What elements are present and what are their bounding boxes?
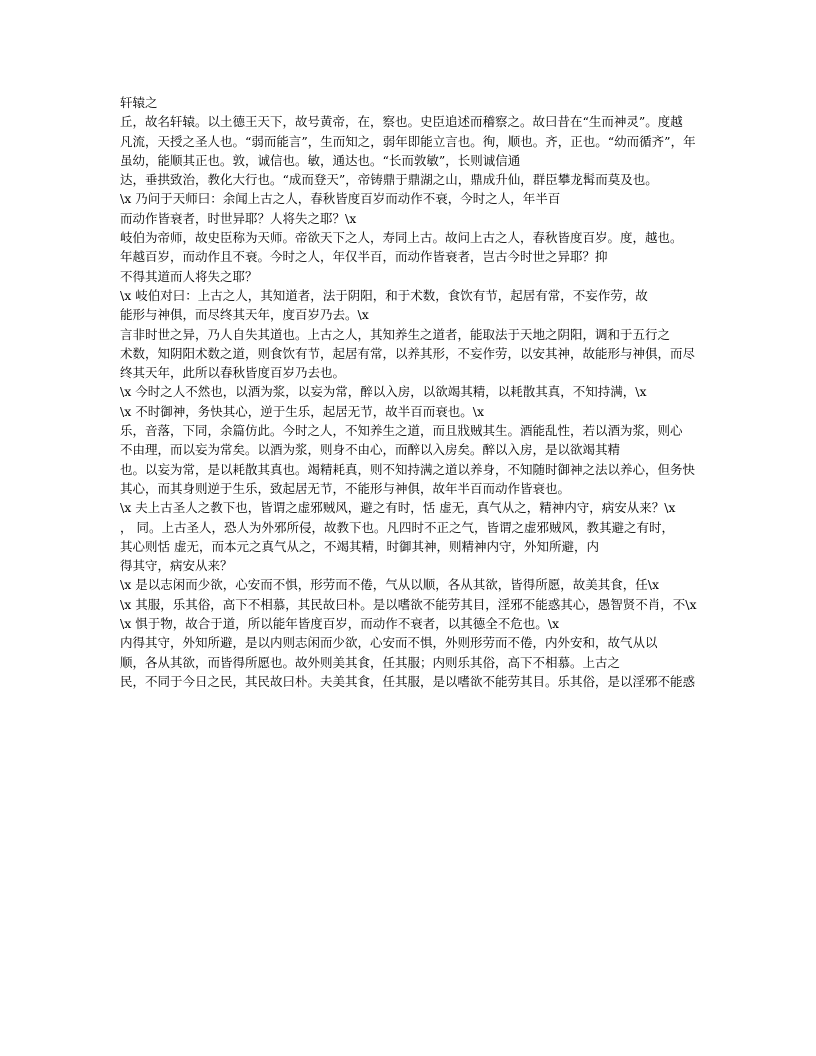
text-line: 其心，而其身则逆于生乐，致起居无节，不能形与神俱，故年半百而动作皆衰也。	[120, 480, 571, 496]
text-line: \x 是以志闲而少欲，心安而不惧，形劳而不倦，气从以顺，各从其欲，皆得所愿，故美其食，任\x	[120, 577, 659, 593]
text-line: \x 今时之人不然也，以酒为浆，以妄为常，醉以入房，以欲竭其精，以耗散其真，不知持满，\x	[120, 384, 647, 400]
text-line: 顺，各从其欲，而皆得所愿也。故外则美其食，任其服；内则乐其俗，高下不相慕。上古之	[120, 654, 621, 670]
text-line: 岐伯为帝师，故史臣称为天师。帝欲天下之人，寿同上古。故问上古之人，春秋皆度百岁。度，越也。	[120, 230, 683, 246]
text-line: \x 惧于物，故合于道，所以能年皆度百岁，而动作不衰者，以其德全不危也。\x	[120, 616, 559, 632]
text-line: 内得其守，外知所避，是以内则志闲而少欲，心安而不惧，外则形劳而不倦，内外安和，故气从以	[120, 635, 658, 651]
text-line: 而动作皆衰者，时世异耶？人将失之耶？\x	[120, 210, 357, 226]
text-line: \x 不时御神，务快其心，逆于生乐，起居无节，故半百而衰也。\x	[120, 403, 484, 419]
text-line: 轩辕之	[120, 95, 158, 110]
text-line: 凡流，天授之圣人也。“弱而能言”，生而知之，弱年即能立言也。徇，顺也。齐，正也。“幼而循齐”，年	[120, 133, 696, 149]
text-line: 不得其道而人将失之耶？	[120, 268, 258, 284]
text-line: 丘，故名轩辕。以土德王天下，故号黄帝，在，察也。史臣追述而稽察之。故曰昔在“生而神灵”。度越	[120, 114, 683, 130]
text-line: \x 夫上古圣人之教下也，皆谓之虚邪贼风，避之有时，恬 虚无，真气从之，精神内守，病安从来？\x	[120, 500, 676, 516]
text-line: 乐，音落，下同，余篇仿此。今时之人，不知养生之道，而且戕贼其生。酒能乱性，若以酒为浆，则心	[120, 423, 683, 439]
text-line: 言非时世之异，乃人自失其道也。上古之人，其知养生之道者，能取法于天地之阴阳，调和于五行之	[120, 326, 671, 342]
text-line: 终其天年，此所以春秋皆度百岁乃去也。	[120, 365, 346, 381]
text-line: ， 同。上古圣人，恐人为外邪所侵，故教下也。凡四时不正之气，皆谓之虚邪贼风，教其避之有时，	[120, 519, 674, 535]
text-line: \x 乃问于天师曰：余闻上古之人，春秋皆度百岁而动作不衰，今时之人，年半百	[120, 191, 561, 207]
text-line: 也。以妄为常，是以耗散其真也。竭精耗真，则不知持满之道以养身，不知随时御神之法以养心，但务快	[120, 461, 696, 477]
text-line: 不由理，而以妄为常矣。以酒为浆，则身不由心，而醉以入房矣。醉以入房，是以欲竭其精	[120, 442, 621, 458]
text-line: 得其守，病安从来？	[120, 558, 233, 574]
document-body	[120, 93, 699, 691]
text-line: 其心则恬 虚无，而本元之真气从之，不竭其精，时御其神，则精神内守，外知所避，内	[120, 538, 599, 554]
text-line: \x 其服，乐其俗，高下不相慕，其民故曰朴。是以嗜欲不能劳其目，淫邪不能惑其心，愚智贤不肖，不\x	[120, 596, 697, 612]
text-line: 虽幼，能顺其正也。敦，诚信也。敏，通达也。“长而敦敏”，长则诚信通	[120, 152, 521, 168]
text-line: 年越百岁，而动作且不衰。今时之人，年仅半百，而动作皆衰者，岂古今时世之异耶？抑	[120, 249, 608, 265]
text-line: 能形与神俱，而尽终其天年，度百岁乃去。\x	[120, 307, 369, 323]
text-line: \x 岐伯对曰：上古之人，其知道者，法于阴阳，和于术数，食饮有节，起居有常，不妄作劳，故	[120, 287, 648, 303]
text-line: 民，不同于今日之民，其民故曰朴。夫美其食，任其服，是以嗜欲不能劳其目。乐其俗，是以淫邪不能惑	[120, 673, 696, 689]
text-line: 术数，知阴阳术数之道，则食饮有节，起居有常，以养其形，不妄作劳，以安其神，故能形与神俱，而尽	[120, 345, 696, 361]
text-line: 达，垂拱致治，教化大行也。“成而登天”，帝铸鼎于鼎湖之山，鼎成升仙，群臣攀龙髯而莫及也。	[120, 172, 658, 188]
